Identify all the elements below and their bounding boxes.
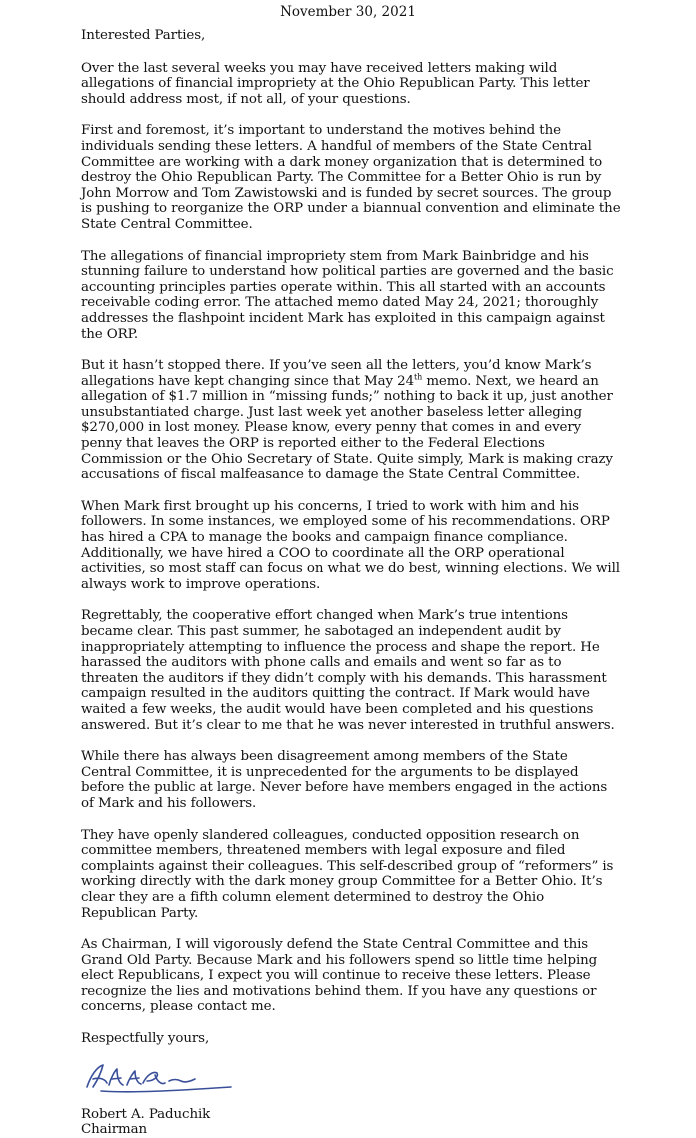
closing: Respectfully yours, [81, 1031, 210, 1047]
letter-date: November 30, 2021 [280, 4, 416, 20]
paragraph-3: The allegations of financial impropriety stem from Mark Bainbridge and his stunning failure to understand how political parties are governed and the basic accounting principles parties operate within. This all started with an accounts receivable coding error. The attached memo dated May 24, 2021; thoroughly addresses the flashpoint incident Mark has exploited in this campaign against the ORP. [81, 248, 614, 342]
paragraph-4: But it hasn’t stopped there. If you’ve seen all the letters, you’d know Mark’s allegations have kept changing since that May 24th memo. Next, we heard an allegation of $1.7 million in “missing funds;” nothing to back it up, just another unsubstantiated charge. Just last week yet another baseless letter alleging $270,000 in lost money. Please know, every penny that comes in and every penny that leaves the ORP is reported either to the Federal Elections Commission or the Ohio Secretary of State. Quite simply, Mark is making crazy accusations of fiscal malfeasance to damage the State Central Committee. [81, 358, 613, 483]
signature-graphic [81, 1057, 241, 1097]
letter-body [81, 28, 621, 1138]
paragraph-9: As Chairman, I will vigorously defend the State Central Committee and this Grand Old Party. Because Mark and his followers spend so little time helping elect Republicans, I expect you will continue to receive these letters. Please recognize the lies and motivations behind them. If you have any questions or concerns, please contact me. [81, 937, 598, 1015]
signature-title: Chairman [81, 1122, 148, 1138]
paragraph-6: Regrettably, the cooperative effort changed when Mark’s true intentions became clear. This past summer, he sabotaged an independent audit by inappropriately attempting to influence the process and shape the report. He harassed the auditors with phone calls and emails and went so far as to threaten the auditors if they didn’t comply with his demands. This harassment campaign resulted in the auditors quitting the contract. If Mark would have waited a few weeks, the audit would have been completed and his questions answered. But it’s clear to me that he was never interested in truthful answers. [81, 608, 615, 733]
signature-name: Robert A. Paduchik [81, 1106, 211, 1122]
salutation: Interested Parties, [81, 28, 206, 43]
paragraph-5: When Mark first brought up his concerns, I tried to work with him and his followers. In some instances, we employed some of his recommendations. ORP has hired a CPA to manage the books and campaign finance compliance. Additionally, we have hired a COO to coordinate all the ORP operational activities, so most staff can focus on what we do best, winning elections. We will always work to improve operations. [81, 498, 620, 592]
paragraph-2: First and foremost, it’s important to understand the motives behind the individuals sending these letters. A handful of members of the State Central Committee are working with a dark money organization that is determined to destroy the Ohio Republican Party. The Committee for a Better Ohio is run by John Morrow and Tom Zawistowski and is funded by secret sources. The group is pushing to reorganize the ORP under a biannual convention and eliminate the State Central Committee. [81, 123, 621, 232]
paragraph-1: Over the last several weeks you may have received letters making wild allegations of financial impropriety at the Ohio Republican Party. This letter should address most, if not all, of your questions. [81, 60, 590, 107]
paragraph-8: They have openly slandered colleagues, conducted opposition research on committee members, threatened members with legal exposure and filed complaints against their colleagues. This self-described group of “reformers” is working directly with the dark money group Committee for a Better Ohio. It’s clear they are a fifth column element determined to destroy the Ohio Republican Party. [81, 827, 614, 921]
paragraph-7: While there has always been disagreement among members of the State Central Committee, it is unprecedented for the arguments to be displayed before the public at large. Never before have members engaged in the actions of Mark and his followers. [81, 749, 608, 811]
